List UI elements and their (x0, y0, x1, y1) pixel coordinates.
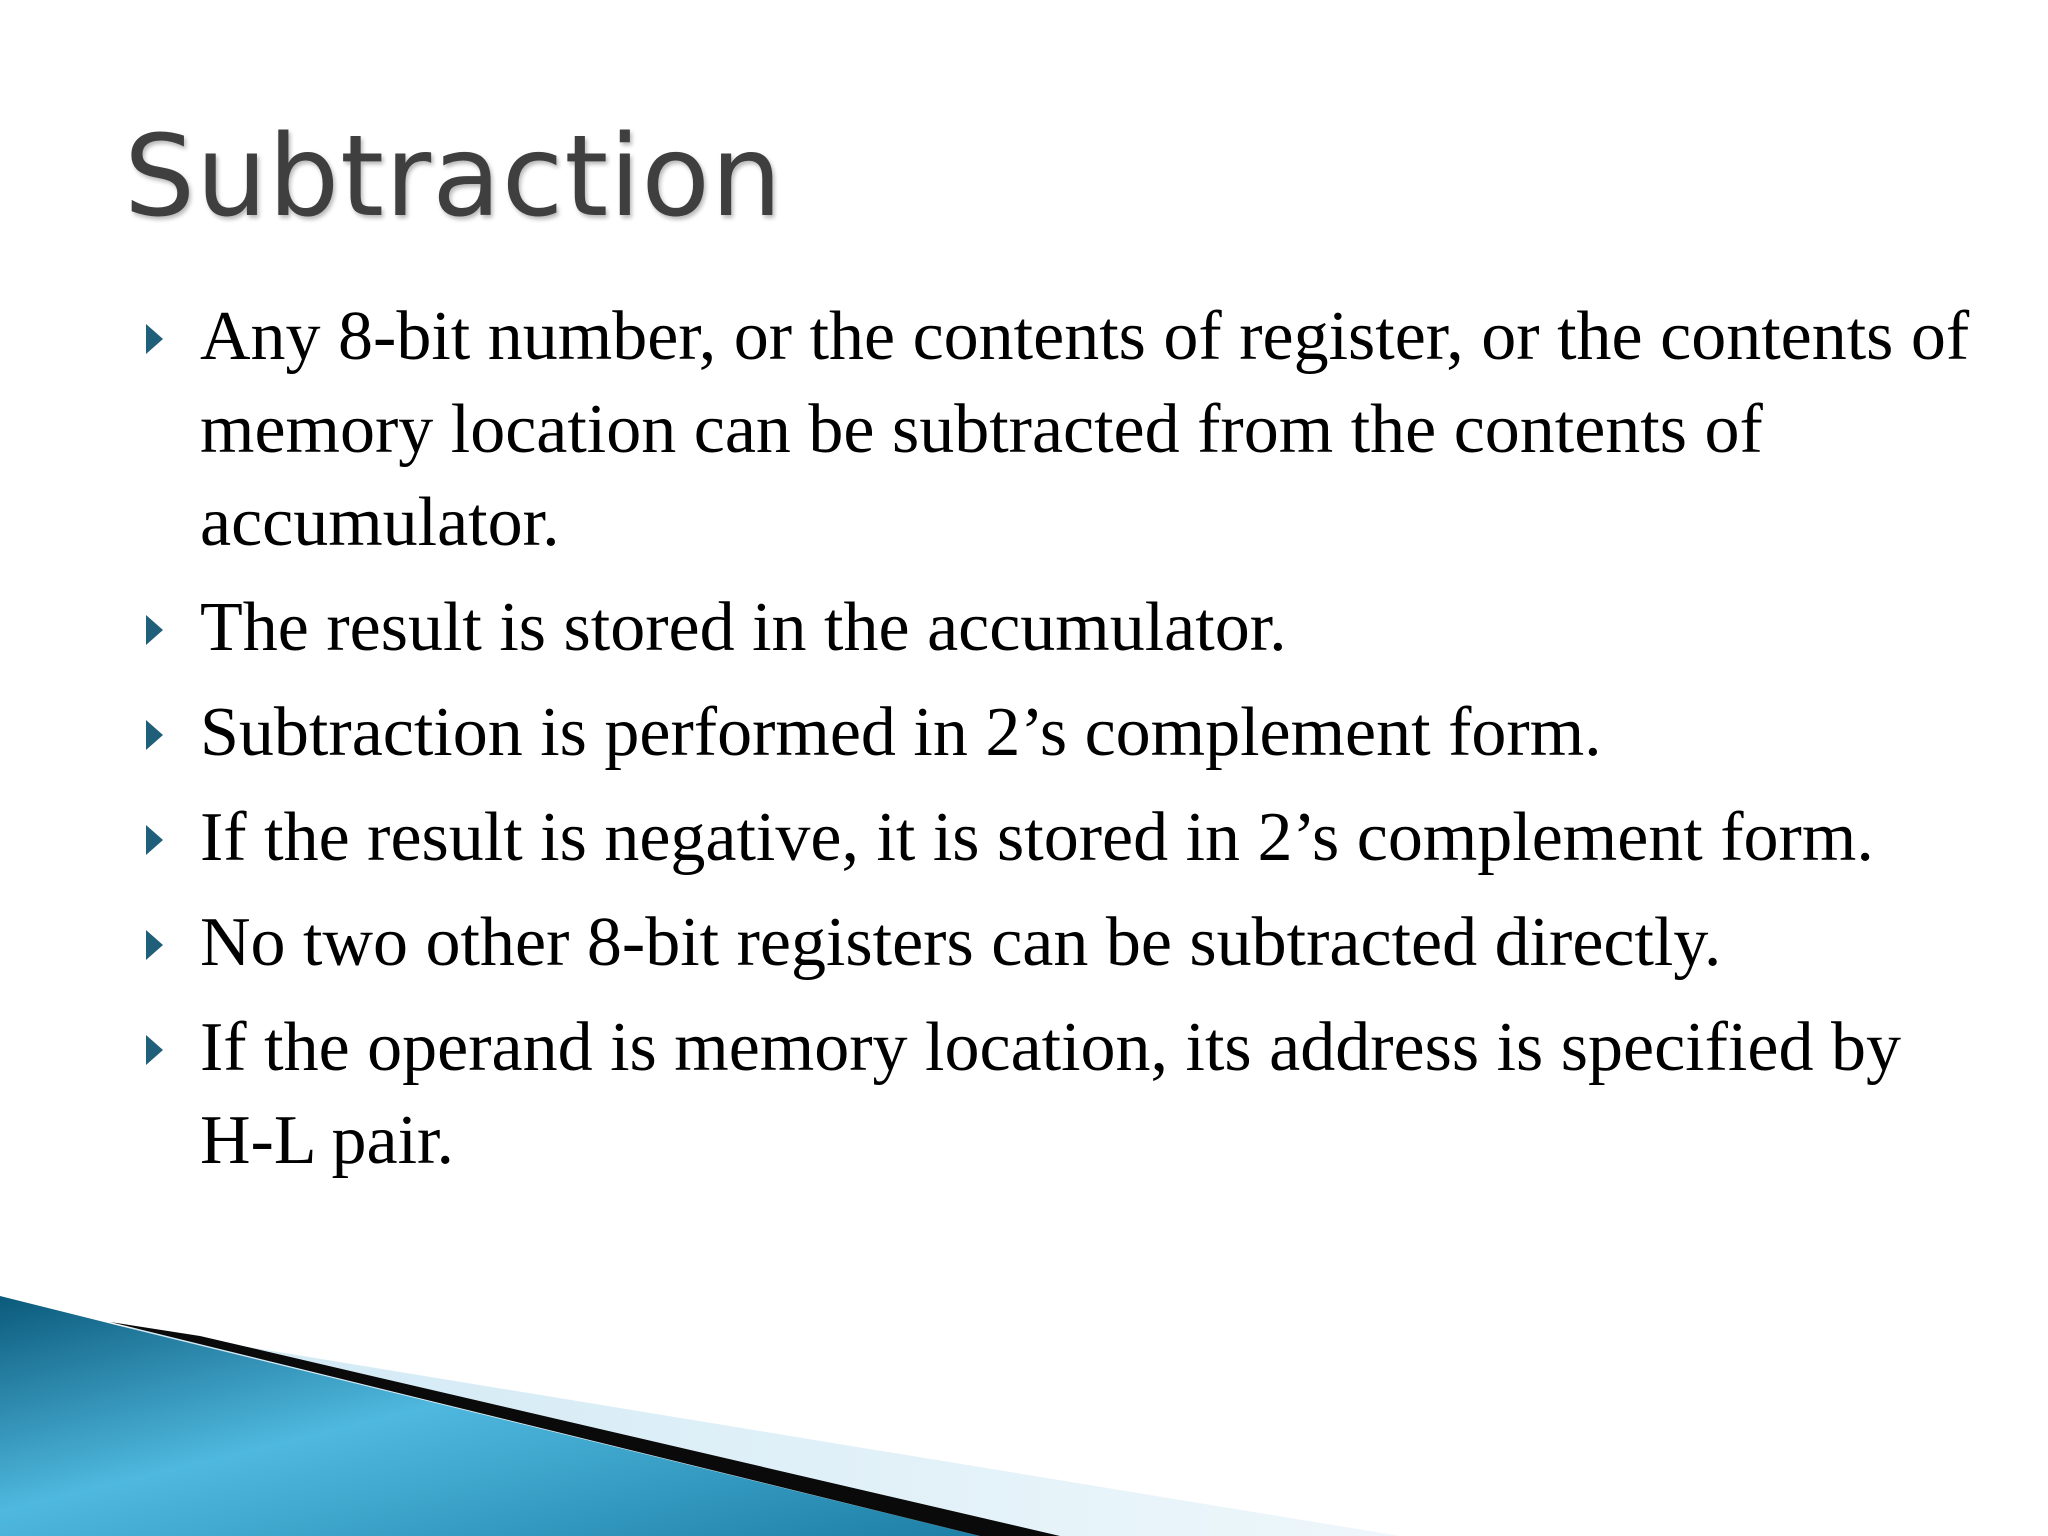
triangle-right-icon (146, 1035, 163, 1065)
bullet-item (140, 1001, 1970, 1187)
triangle-right-icon (146, 720, 163, 750)
bullet-list (140, 290, 1970, 1199)
triangle-right-icon (146, 930, 163, 960)
bullet-text: The result is stored in the accumulator. (200, 589, 1287, 666)
bullet-text: Any 8-bit number, or the contents of register, or the contents of memory location can be subtracted from the contents of accumulator. (200, 298, 1970, 561)
triangle-right-icon (146, 324, 163, 354)
bullet-text: No two other 8-bit registers can be subtracted directly. (200, 904, 1722, 981)
bullet-text: Subtraction is performed in 2’s complement form. (200, 694, 1602, 771)
bullet-item (140, 581, 1970, 674)
bullet-item (140, 896, 1970, 989)
triangle-right-icon (146, 825, 163, 855)
bullet-item (140, 290, 1970, 569)
triangle-right-icon (146, 615, 163, 645)
bullet-text: If the operand is memory location, its address is specified by H-L pair. (200, 1009, 1901, 1179)
bullet-item (140, 791, 1970, 884)
slide-title: Subtraction (124, 112, 783, 242)
bullet-text: If the result is negative, it is stored in 2’s complement form. (200, 799, 1874, 876)
decorative-swoosh (0, 1296, 2048, 1536)
bullet-item (140, 686, 1970, 779)
